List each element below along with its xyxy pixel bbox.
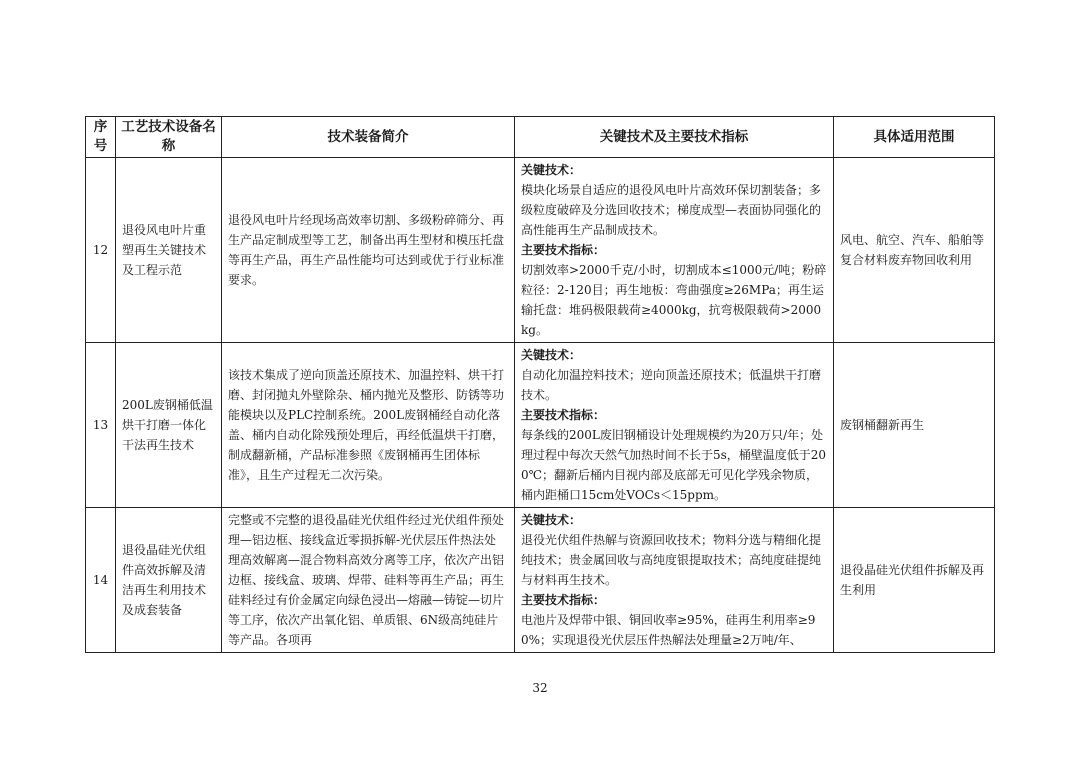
row-name: 200L废钢桶低温烘干打磨一体化干法再生技术: [116, 343, 222, 508]
indicators-text: 每条线的200L废旧钢桶设计处理规模约为20万只/年；处理过程中每次天然气加热时间不长于5s，桶壁温度低于200℃；翻新后桶内目视内部及底部无可见化学残余物质，桶内距桶口15cm处VOCs＜15ppm。: [521, 428, 827, 502]
row-key-tech: [515, 508, 834, 653]
header-name: 工艺技术设备名称: [116, 117, 222, 158]
row-scope: 风电、航空、汽车、船舶等复合材料废弃物回收利用: [834, 158, 995, 343]
key-tech-text: 模块化场景自适应的退役风电叶片高效环保切割装备；多级粒度破碎及分选回收技术；梯度成型—表面协同强化的高性能再生产品制成技术。: [521, 183, 822, 237]
table-row: [86, 343, 995, 508]
row-intro: 该技术集成了逆向顶盖还原技术、加温控料、烘干打磨、封闭抛丸外壁除杂、桶内抛光及整形、防锈等功能模块以及PLC控制系统。200L废钢桶经自动化落盖、桶内自动化除残预处理后，再经低温烘干打磨，制成翻新桶，产品标准参照《废钢桶再生团体标准》，且生产过程无二次污染。: [222, 343, 515, 508]
indicators-text: 电池片及焊带中银、铜回收率≥95%，硅再生利用率≥90%；实现退役光伏层压件热解法处理量≥2万吨/年、: [521, 613, 816, 647]
row-scope: 废钢桶翻新再生: [834, 343, 995, 508]
row-scope: 退役晶硅光伏组件拆解及再生利用: [834, 508, 995, 653]
header-scope: 具体适用范围: [834, 117, 995, 158]
row-num: 14: [86, 508, 116, 653]
row-key-tech: [515, 343, 834, 508]
row-intro: 退役风电叶片经现场高效率切割、多级粉碎筛分、再生产品定制成型等工艺，制备出再生型材和模压托盘等再生产品，再生产品性能均可达到或优于行业标准要求。: [222, 158, 515, 343]
indicators-text: 切割效率>2000千克/小时，切割成本≤1000元/吨；粉碎粒径：2-120目；再生地板：弯曲强度≥26MPa；再生运输托盘：堆码极限载荷≥4000kg，抗弯极限载荷>2000kg。: [521, 263, 827, 337]
key-tech-text: 退役光伏组件热解与资源回收技术；物料分选与精细化提纯技术；贵金属回收与高纯度银提取技术；高纯度硅提纯与材料再生技术。: [521, 533, 822, 587]
row-num: 12: [86, 158, 116, 343]
indicators-label: 主要技术指标：: [521, 243, 606, 257]
row-intro: 完整或不完整的退役晶硅光伏组件经过光伏组件预处理—铝边框、接线盒近零损拆解-光伏层压件热法处理高效解离—混合物料高效分离等工序，依次产出铝边框、接线盒、玻璃、焊带、硅料等再生产品；再生硅料经过有价金属定向绿色浸出—熔融—铸锭—切片等工序，依次产出氧化铝、单质银、6N级高纯硅片等产品。各项再: [222, 508, 515, 653]
table-row: [86, 508, 995, 653]
indicators-label: 主要技术指标：: [521, 593, 606, 607]
header-num: 序号: [86, 117, 116, 158]
key-tech-label: 关键技术：: [521, 513, 582, 527]
row-key-tech: [515, 158, 834, 343]
technology-table: [85, 116, 995, 653]
key-tech-text: 自动化加温控料技术；逆向顶盖还原技术；低温烘干打磨技术。: [521, 368, 822, 402]
row-name: 退役晶硅光伏组件高效拆解及清洁再生利用技术及成套装备: [116, 508, 222, 653]
key-tech-label: 关键技术：: [521, 348, 582, 362]
table-row: [86, 158, 995, 343]
table-header-row: [86, 117, 995, 158]
row-num: 13: [86, 343, 116, 508]
header-intro: 技术装备简介: [222, 117, 515, 158]
header-key: 关键技术及主要技术指标: [515, 117, 834, 158]
row-name: 退役风电叶片重塑再生关键技术及工程示范: [116, 158, 222, 343]
key-tech-label: 关键技术：: [521, 163, 582, 177]
indicators-label: 主要技术指标：: [521, 408, 606, 422]
page-number: 32: [532, 681, 548, 695]
